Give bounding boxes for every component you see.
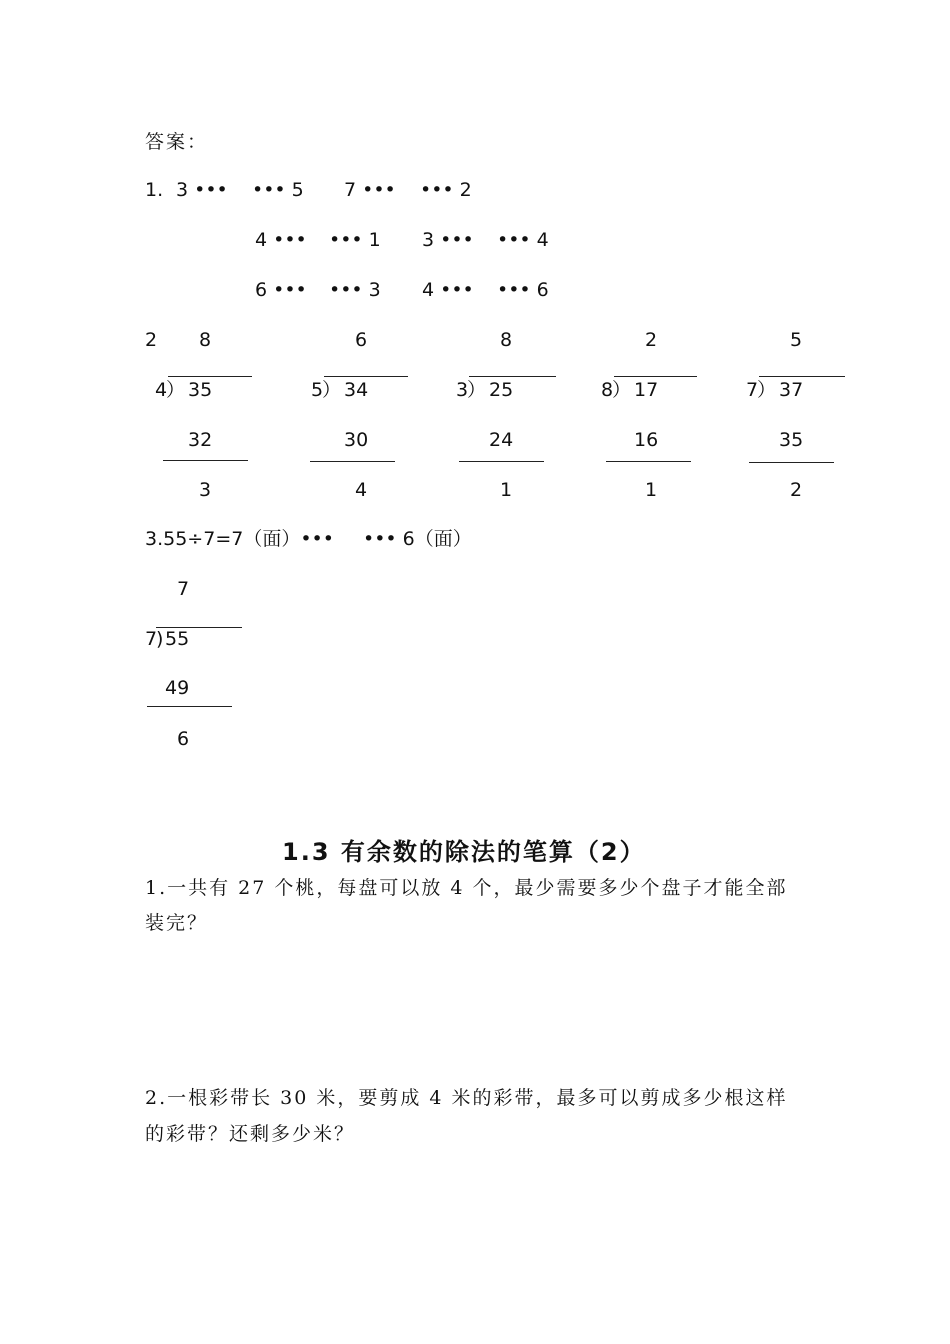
div1-product: 32 — [188, 429, 213, 451]
div5-quotient: 5 — [790, 329, 803, 351]
div5-bracket: ） — [757, 379, 777, 401]
div5-vinculum — [759, 376, 845, 377]
div4-product: 16 — [634, 429, 659, 451]
div5-product: 35 — [779, 429, 804, 451]
div4-remainder: 1 — [645, 479, 658, 501]
q1-item-1-a: 3 ••• — [176, 179, 228, 201]
q1-item-4-a: 3 ••• — [422, 229, 474, 251]
div2-divisor: 5 — [311, 379, 324, 401]
q1-label: 1. — [145, 179, 164, 201]
div3-quotient: 8 — [500, 329, 513, 351]
q1-item-2-a: 7 ••• — [344, 179, 396, 201]
q3-remainder-text: ••• 6（面） — [363, 528, 472, 550]
div3-subtraction-line — [459, 461, 544, 462]
div1-quotient: 8 — [199, 329, 212, 351]
div1-subtraction-line — [163, 460, 248, 461]
section-title: 1.3 有余数的除法的笔算（2） — [282, 838, 646, 866]
div4-vinculum — [614, 376, 697, 377]
div3-product: 24 — [489, 429, 514, 451]
div2-subtraction-line — [310, 461, 395, 462]
div5-dividend: 37 — [779, 379, 804, 401]
q3-divisor: 7 — [145, 628, 158, 650]
div3-remainder: 1 — [500, 479, 513, 501]
q1-item-5-a: 6 ••• — [255, 279, 307, 301]
q3-subtraction-line — [147, 706, 232, 707]
q1-item-3-a: 4 ••• — [255, 229, 307, 251]
div4-subtraction-line — [606, 461, 691, 462]
div4-divisor: 8 — [601, 379, 614, 401]
q1-item-3-b: ••• 1 — [329, 229, 381, 251]
div1-divisor: 4 — [155, 379, 168, 401]
div3-bracket: ） — [467, 379, 487, 401]
div2-remainder: 4 — [355, 479, 368, 501]
problem-2-line-2: 的彩带？还剩多少米？ — [145, 1123, 356, 1145]
div4-quotient: 2 — [645, 329, 658, 351]
div3-vinculum — [469, 376, 556, 377]
q1-item-5-b: ••• 3 — [329, 279, 381, 301]
div5-divisor: 7 — [746, 379, 759, 401]
div2-product: 30 — [344, 429, 369, 451]
q2-label: 2 — [145, 329, 158, 351]
q1-item-6-b: ••• 6 — [497, 279, 549, 301]
q1-item-1-b: ••• 5 — [252, 179, 304, 201]
q3-dividend: 55 — [165, 628, 190, 650]
q3-equation: 3.55÷7=7（面）••• — [145, 528, 334, 550]
div1-remainder: 3 — [199, 479, 212, 501]
div1-vinculum — [168, 376, 252, 377]
q1-item-2-b: ••• 2 — [420, 179, 472, 201]
problem-1-line-1: 1.一共有 27 个桃，每盘可以放 4 个，最少需要多少个盘子才能全部 — [145, 877, 788, 899]
div2-dividend: 34 — [344, 379, 369, 401]
div3-divisor: 3 — [456, 379, 469, 401]
q3-remainder: 6 — [177, 728, 190, 750]
div5-remainder: 2 — [790, 479, 803, 501]
div2-vinculum — [324, 376, 408, 377]
div2-bracket: ） — [322, 379, 342, 401]
div4-bracket: ） — [612, 379, 632, 401]
answer-label: 答案： — [145, 131, 209, 153]
q1-item-4-b: ••• 4 — [497, 229, 549, 251]
problem-1-line-2: 装完？ — [145, 912, 209, 934]
div1-bracket: ） — [166, 379, 186, 401]
problem-2-line-1: 2.一根彩带长 30 米，要剪成 4 米的彩带，最多可以剪成多少根这样 — [145, 1087, 788, 1109]
div4-dividend: 17 — [634, 379, 659, 401]
q3-quotient: 7 — [177, 578, 190, 600]
div5-subtraction-line — [749, 462, 834, 463]
div2-quotient: 6 — [355, 329, 368, 351]
q1-item-6-a: 4 ••• — [422, 279, 474, 301]
div1-dividend: 35 — [188, 379, 213, 401]
q3-product: 49 — [165, 677, 190, 699]
q3-bracket: ) — [156, 628, 164, 650]
div3-dividend: 25 — [489, 379, 514, 401]
